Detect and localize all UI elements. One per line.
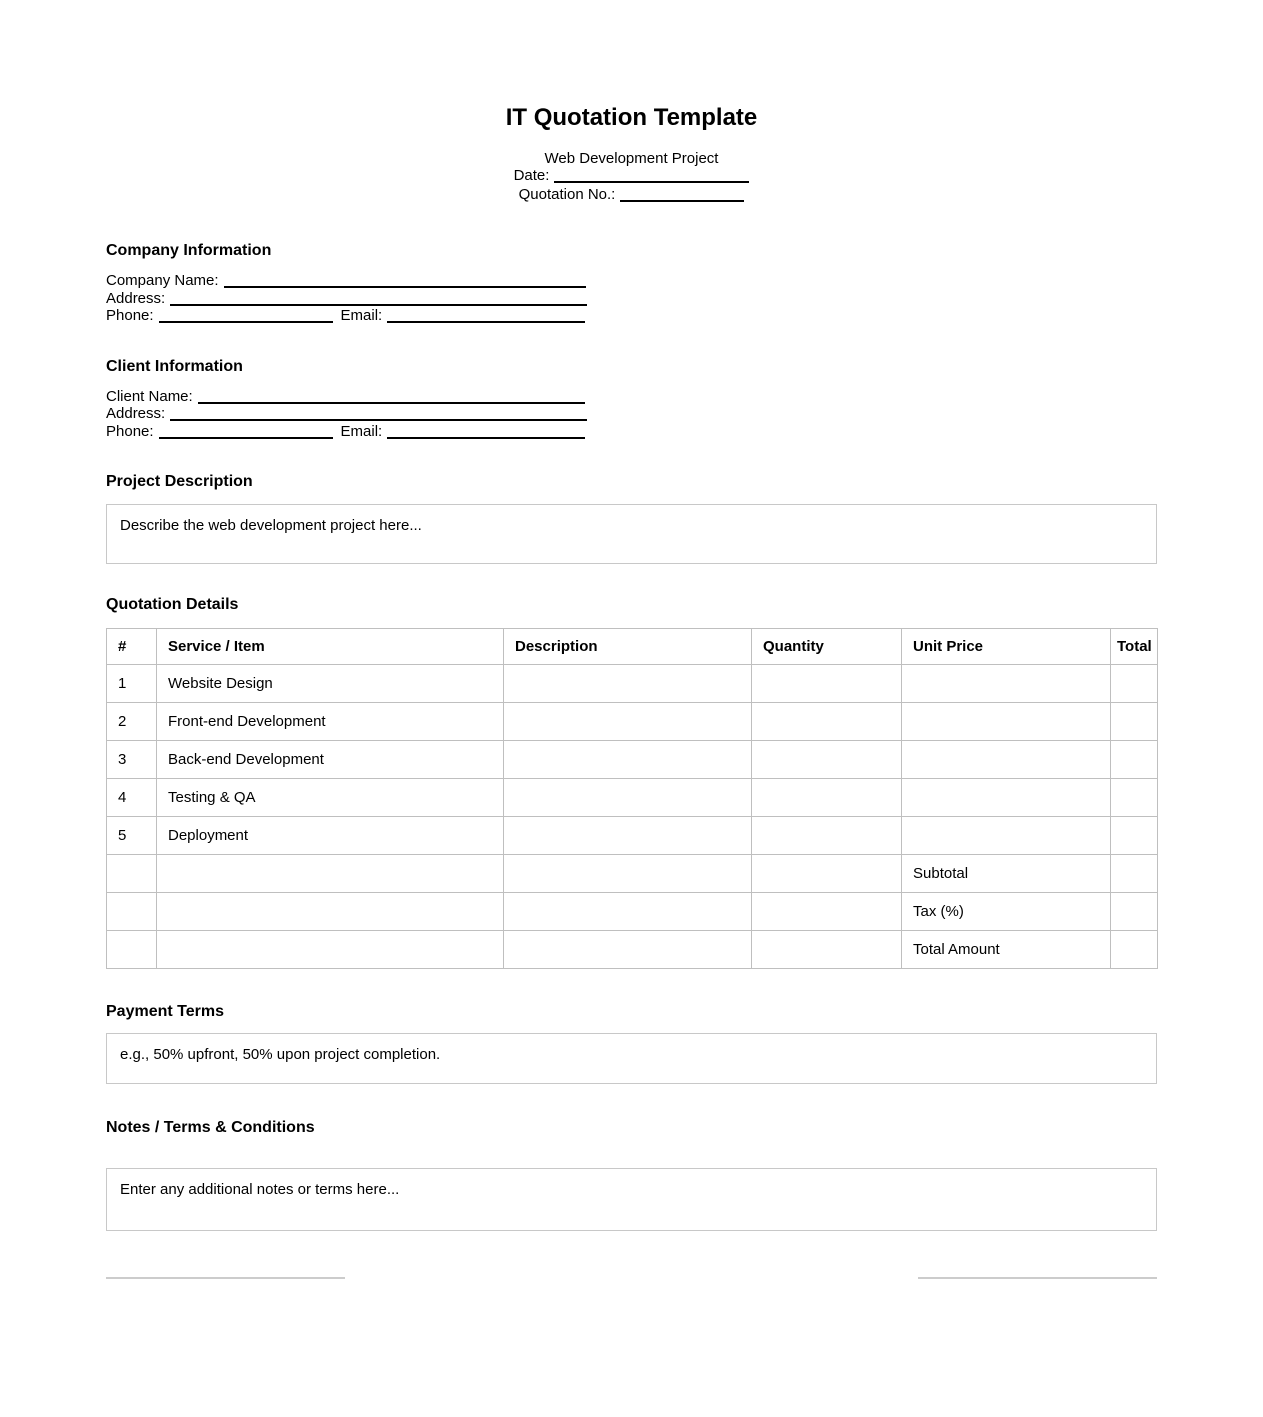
summary-row-tax — [107, 893, 1158, 931]
payment-terms-heading: Payment Terms — [106, 1003, 224, 1020]
company-email-field[interactable] — [387, 311, 585, 323]
cell-service: Website Design — [157, 665, 504, 703]
cell-description — [504, 893, 752, 931]
notes-heading: Notes / Terms & Conditions — [106, 1119, 315, 1136]
table-header-row — [107, 629, 1158, 665]
cell-total — [1111, 665, 1158, 703]
company-address-field[interactable] — [170, 294, 587, 306]
cell-unit-price — [902, 665, 1111, 703]
cell-num: 5 — [107, 817, 157, 855]
quotation-document — [106, 0, 1157, 1279]
cell-quantity — [752, 779, 902, 817]
signature-row — [106, 1277, 1157, 1279]
company-email-label: Email: — [340, 307, 383, 324]
company-address-row — [106, 290, 1157, 308]
column-header-quantity: Quantity — [752, 629, 902, 665]
cell-description — [504, 741, 752, 779]
quotation-no-label: Quotation No.: — [518, 185, 616, 203]
column-header-description: Description — [504, 629, 752, 665]
table-row — [107, 741, 1158, 779]
cell-total — [1111, 779, 1158, 817]
cell-quantity — [752, 855, 902, 893]
cell-num: 1 — [107, 665, 157, 703]
table-row — [107, 665, 1158, 703]
table-row — [107, 817, 1158, 855]
column-header-unit-price: Unit Price — [902, 629, 1111, 665]
client-name-label: Client Name: — [106, 387, 193, 405]
table-row — [107, 703, 1158, 741]
cell-quantity — [752, 893, 902, 931]
subtotal-label: Subtotal — [902, 855, 1111, 893]
cell-description — [504, 703, 752, 741]
cell-description — [504, 779, 752, 817]
client-info-heading: Client Information — [106, 357, 243, 375]
company-name-label: Company Name: — [106, 272, 219, 289]
cell-quantity — [752, 931, 902, 969]
date-field[interactable] — [554, 171, 749, 183]
cell-num — [107, 855, 157, 893]
project-description-textarea[interactable]: Describe the web development project here... — [106, 504, 1157, 564]
summary-row-subtotal — [107, 855, 1158, 893]
project-subtitle: Web Development Project — [544, 150, 719, 167]
summary-row-total-amount — [107, 931, 1158, 969]
company-address-label: Address: — [106, 289, 166, 307]
cell-service: Back-end Development — [157, 741, 504, 779]
date-label: Date: — [513, 167, 550, 184]
cell-service — [157, 931, 504, 969]
company-name-field[interactable] — [224, 276, 586, 288]
cell-description — [504, 817, 752, 855]
cell-description — [504, 931, 752, 969]
cell-total — [1111, 741, 1158, 779]
signature-line-left — [106, 1277, 345, 1279]
cell-description — [504, 855, 752, 893]
cell-total — [1111, 855, 1158, 893]
date-row — [106, 167, 1157, 186]
cell-service — [157, 893, 504, 931]
signature-line-right — [918, 1277, 1157, 1279]
cell-description — [504, 665, 752, 703]
company-phone-email-row — [106, 307, 1157, 325]
client-address-row — [106, 405, 1157, 423]
cell-num — [107, 893, 157, 931]
client-phone-label: Phone: — [106, 422, 154, 440]
company-name-row — [106, 272, 1157, 290]
client-email-label: Email: — [340, 422, 383, 440]
cell-total — [1111, 703, 1158, 741]
quotation-details-heading: Quotation Details — [106, 596, 239, 613]
total-amount-label: Total Amount — [902, 931, 1111, 969]
cell-total — [1111, 893, 1158, 931]
client-email-field[interactable] — [387, 427, 585, 439]
cell-unit-price — [902, 741, 1111, 779]
cell-service: Deployment — [157, 817, 504, 855]
company-phone-field[interactable] — [159, 311, 333, 323]
client-info-fields — [106, 388, 1157, 441]
cell-quantity — [752, 817, 902, 855]
cell-quantity — [752, 665, 902, 703]
cell-unit-price — [902, 703, 1111, 741]
cell-service: Testing & QA — [157, 779, 504, 817]
cell-unit-price — [902, 817, 1111, 855]
cell-service — [157, 855, 504, 893]
company-phone-label: Phone: — [106, 307, 154, 324]
cell-quantity — [752, 741, 902, 779]
cell-num: 2 — [107, 703, 157, 741]
company-info-fields — [106, 272, 1157, 325]
cell-quantity — [752, 703, 902, 741]
client-phone-email-row — [106, 423, 1157, 441]
cell-service: Front-end Development — [157, 703, 504, 741]
payment-terms-textarea[interactable]: e.g., 50% upfront, 50% upon project completion. — [106, 1033, 1157, 1084]
client-address-field[interactable] — [170, 409, 587, 421]
cell-total — [1111, 931, 1158, 969]
client-address-label: Address: — [106, 405, 166, 422]
cell-num: 3 — [107, 741, 157, 779]
page-title: IT Quotation Template — [505, 104, 758, 131]
column-header-service: Service / Item — [157, 629, 504, 665]
client-name-field[interactable] — [198, 392, 585, 404]
table-row — [107, 779, 1158, 817]
quotation-no-field[interactable] — [620, 190, 744, 202]
project-description-heading: Project Description — [106, 473, 253, 490]
cell-num — [107, 931, 157, 969]
column-header-total: Total — [1111, 629, 1158, 665]
client-phone-field[interactable] — [159, 427, 333, 439]
quotation-no-row — [106, 186, 1157, 205]
client-name-row — [106, 388, 1157, 406]
notes-textarea[interactable]: Enter any additional notes or terms here... — [106, 1168, 1157, 1231]
column-header-num: # — [107, 629, 157, 665]
tax-label: Tax (%) — [902, 893, 1111, 931]
quotation-table — [106, 628, 1158, 969]
company-info-heading: Company Information — [106, 242, 272, 259]
cell-num: 4 — [107, 779, 157, 817]
cell-unit-price — [902, 779, 1111, 817]
cell-total — [1111, 817, 1158, 855]
